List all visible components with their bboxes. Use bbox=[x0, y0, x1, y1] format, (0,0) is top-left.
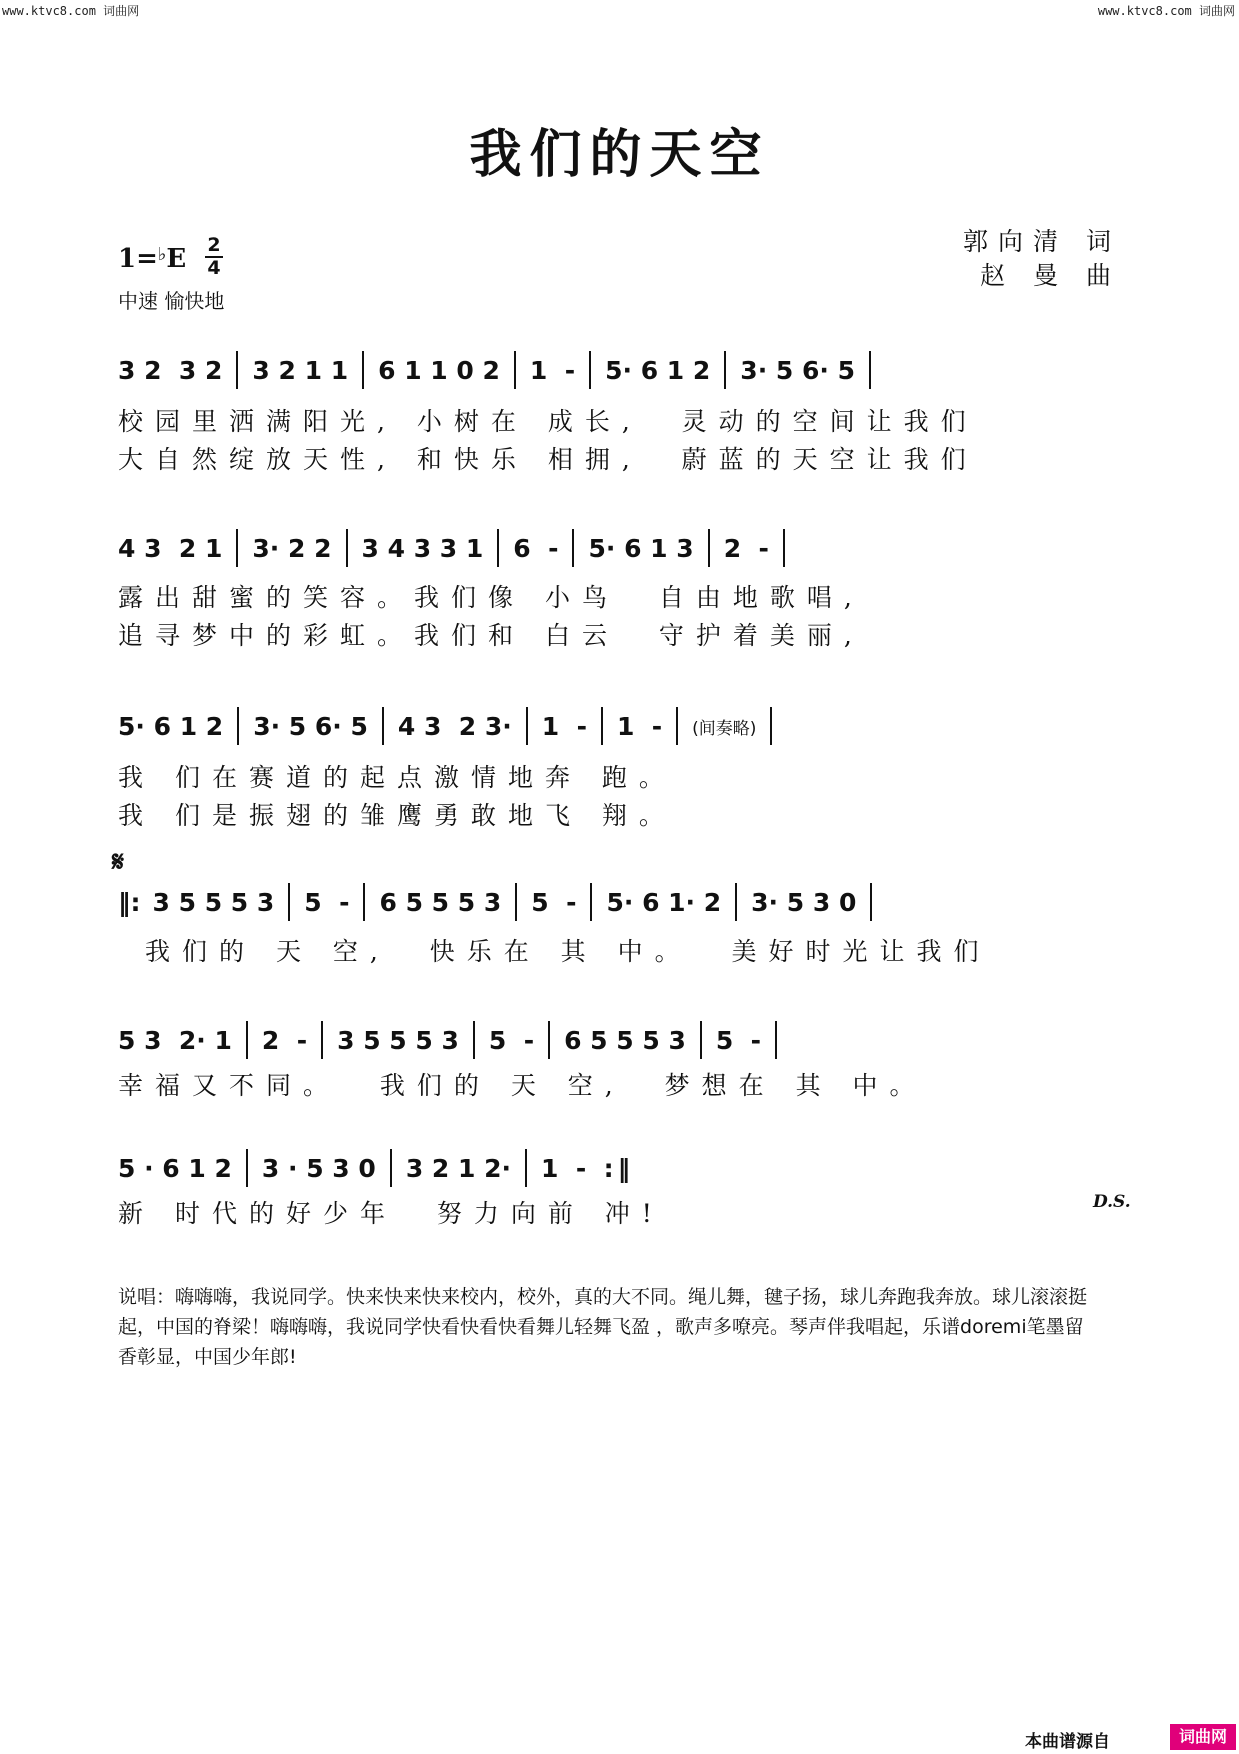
key-signature bbox=[118, 244, 186, 274]
bar-line bbox=[770, 707, 772, 745]
bar-line bbox=[362, 351, 364, 389]
dal-segno-mark: D.S. bbox=[1093, 1192, 1131, 1212]
time-numerator: 2 bbox=[207, 234, 221, 256]
bar-line bbox=[589, 351, 591, 389]
segno-sign: 𝄋 bbox=[112, 845, 125, 878]
measure: 3 2 3 2 bbox=[118, 355, 223, 385]
lyrics-verse-1: 校园里洒满阳光, 小树在 成长, 灵动的空间让我们 bbox=[118, 407, 978, 436]
bar-line bbox=[515, 883, 517, 921]
measure: 3 4 3 3 1 bbox=[361, 533, 484, 563]
measure: 1 - bbox=[529, 355, 576, 385]
bar-line bbox=[236, 351, 238, 389]
notes-row bbox=[118, 1020, 1124, 1060]
measure: 5· 6 1 3 bbox=[588, 533, 694, 563]
measure: 3· 5 6· 5 bbox=[253, 711, 368, 741]
measure: 5 · 6 1 2 bbox=[118, 1153, 232, 1183]
notes-row bbox=[118, 528, 1124, 568]
source-label: 本曲谱源自 bbox=[1025, 1732, 1110, 1752]
measure: 6 - bbox=[513, 533, 559, 563]
measure: 3 2 1 2· bbox=[405, 1153, 512, 1183]
bar-line bbox=[514, 351, 516, 389]
measure: 2 - bbox=[723, 533, 769, 563]
rap-explanation: 说唱：嗨嗨嗨，我说同学。快来快来快来校内，校外，真的大不同。绳儿舞，毽子扬，球儿奔跑我奔放。球儿滚滚挺起，中国的脊梁！嗨嗨嗨，我说同学快看快看快看舞儿轻舞飞盈 ，歌声多嘹亮。琴声伴我唱起，乐谱doremi笔墨留香彰显，中国少年郎! bbox=[118, 1286, 1088, 1368]
measure: 5 - bbox=[488, 1025, 535, 1055]
bar-line bbox=[735, 883, 737, 921]
lyricist-credit: 郭向清 词 bbox=[963, 227, 1121, 256]
site-header-right: www.ktvc8.com 词曲网 bbox=[1097, 4, 1235, 18]
measure: 5 - bbox=[304, 887, 350, 917]
repeat-end-icon: ‖ bbox=[617, 1153, 631, 1183]
lyrics-chorus: 我们的 天 空, 快乐在 其 中。 美好时光让我们 bbox=[145, 937, 991, 966]
score-system-1 bbox=[0, 350, 1239, 550]
time-denominator: 4 bbox=[207, 257, 221, 279]
bar-line bbox=[473, 1021, 475, 1059]
measure: 3· 2 2 bbox=[252, 533, 332, 563]
bar-line bbox=[526, 707, 528, 745]
bar-line bbox=[525, 1149, 527, 1187]
bar-line bbox=[708, 529, 710, 567]
measure: 3· 5 3 0 bbox=[751, 887, 857, 917]
measure: 4 3 2 3· bbox=[397, 711, 512, 741]
measure: 6 5 5 5 3 bbox=[379, 887, 502, 917]
measure: 6 5 5 5 3 bbox=[564, 1025, 686, 1055]
lyrics-verse-2: 大自然绽放天性, 和快乐 相拥, 蔚蓝的天空让我们 bbox=[118, 445, 978, 474]
composer-credit: 赵 曼 曲 bbox=[980, 261, 1121, 290]
lyrics-verse-2: 追寻梦中的彩虹。我们和 白云 守护着美丽, bbox=[118, 621, 864, 650]
bar-line bbox=[590, 883, 592, 921]
bar-line bbox=[870, 883, 872, 921]
measure: 1 - : bbox=[541, 1153, 614, 1183]
measure: 1 - bbox=[541, 711, 587, 741]
lyrics-verse-1: 露出甜蜜的笑容。我们像 小鸟 自由地歌唱, bbox=[118, 583, 864, 612]
measure: 3 · 5 3 0 bbox=[261, 1153, 376, 1183]
repeat-start-icon: ‖: bbox=[118, 887, 141, 917]
time-signature bbox=[205, 236, 223, 278]
bar-line bbox=[390, 1149, 392, 1187]
bar-line bbox=[321, 1021, 323, 1059]
measure: 5 3 2· 1 bbox=[118, 1025, 232, 1055]
bar-line bbox=[237, 707, 239, 745]
measure: 3· 5 6· 5 bbox=[740, 355, 855, 385]
lyrics-chorus: 新 时代的好少年 努力向前 冲! bbox=[118, 1199, 664, 1228]
score-system-2 bbox=[0, 528, 1239, 728]
bar-line bbox=[601, 707, 603, 745]
measure: 3 5 5 5 3 bbox=[152, 887, 275, 917]
measure: 5 - bbox=[531, 887, 577, 917]
notes-row bbox=[118, 882, 1124, 922]
lyrics-chorus: 幸福又不同。 我们的 天 空, 梦想在 其 中。 bbox=[118, 1071, 927, 1100]
bar-line bbox=[548, 1021, 550, 1059]
bar-line bbox=[246, 1149, 248, 1187]
measure: 2 - bbox=[261, 1025, 308, 1055]
interlude-note: (间奏略) bbox=[692, 718, 757, 739]
measure: 5· 6 1 2 bbox=[118, 711, 224, 741]
site-logo[interactable]: 词曲网 bbox=[1170, 1724, 1236, 1750]
notes-row bbox=[118, 1148, 1124, 1188]
lyrics-verse-1: 我 们在赛道的起点激情地奔 跑。 bbox=[118, 763, 676, 792]
measure: 6 1 1 0 2 bbox=[378, 355, 500, 385]
bar-line bbox=[246, 1021, 248, 1059]
key-letter: E bbox=[166, 244, 187, 274]
bar-line bbox=[775, 1021, 777, 1059]
notes-row bbox=[118, 350, 1124, 390]
lyrics-verse-2: 我 们是振翅的雏鹰勇敢地飞 翔。 bbox=[118, 801, 676, 830]
measure: 5 - bbox=[715, 1025, 762, 1055]
measure: 3 2 1 1 bbox=[252, 355, 349, 385]
measure: 1 - bbox=[616, 711, 663, 741]
bar-line bbox=[676, 707, 678, 745]
bar-line bbox=[724, 351, 726, 389]
bar-line bbox=[382, 707, 384, 745]
tempo-marking: 中速 愉快地 bbox=[118, 289, 225, 313]
bar-line bbox=[700, 1021, 702, 1059]
bar-line bbox=[236, 529, 238, 567]
bar-line bbox=[346, 529, 348, 567]
bar-line bbox=[497, 529, 499, 567]
bar-line bbox=[869, 351, 871, 389]
bar-line bbox=[783, 529, 785, 567]
flat-sign: ♭ bbox=[157, 244, 167, 265]
measure: 5· 6 1· 2 bbox=[606, 887, 722, 917]
site-header-left: www.ktvc8.com 词曲网 bbox=[2, 4, 140, 18]
measure: 4 3 2 1 bbox=[118, 533, 223, 563]
bar-line bbox=[363, 883, 365, 921]
key-prefix: 1= bbox=[118, 244, 158, 274]
score-system-3 bbox=[0, 706, 1239, 906]
notes-row bbox=[118, 706, 1124, 746]
song-title: 我们的天空 bbox=[469, 124, 770, 185]
bar-line bbox=[572, 529, 574, 567]
measure: 3 5 5 5 3 bbox=[337, 1025, 459, 1055]
bar-line bbox=[288, 883, 290, 921]
measure: 5· 6 1 2 bbox=[605, 355, 711, 385]
